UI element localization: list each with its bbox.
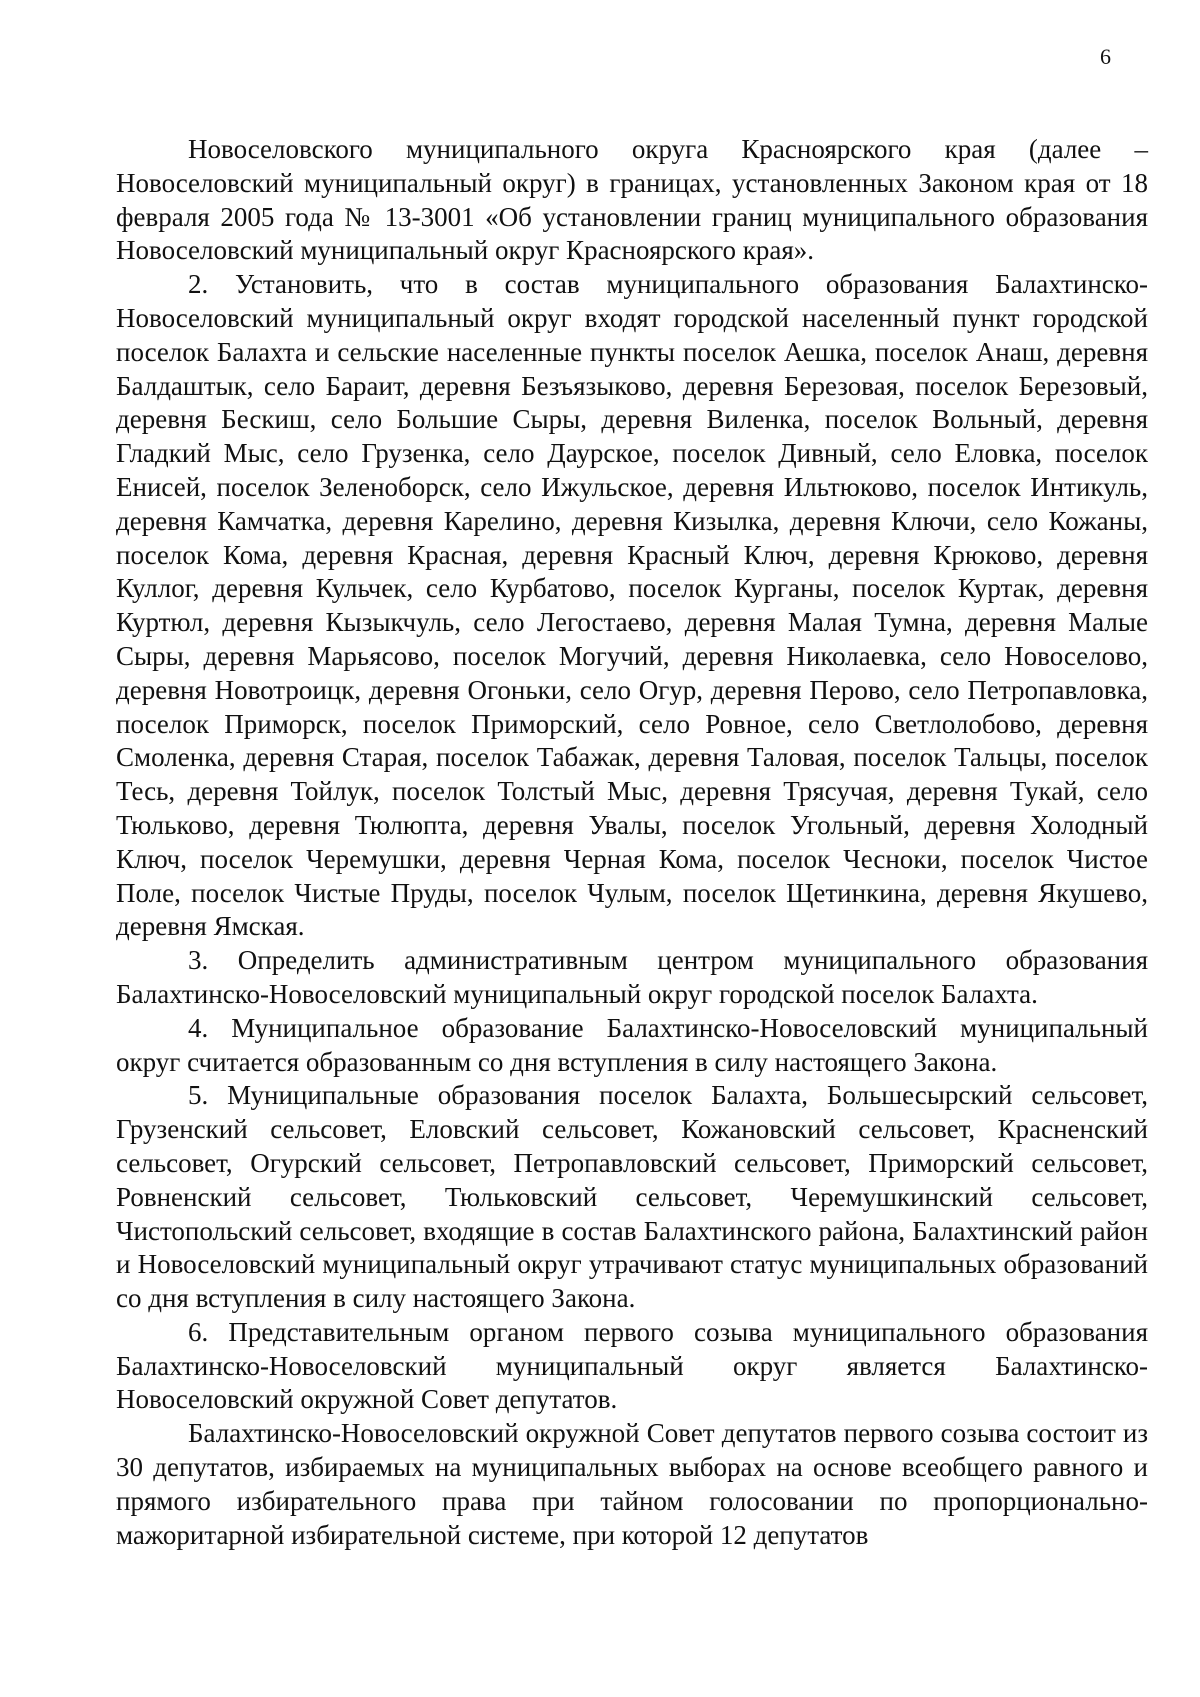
page-number: 6 <box>1100 44 1111 69</box>
paragraph-item-5-status-loss: 5. Муниципальные образования поселок Балахта, Большесырский сельсовет, Грузенский сельсовет, Еловский сельсовет, Кожановский сельсовет, Красненский сельсовет, Огурский сельсовет, Петропавловский сельсовет, Приморский сельсовет, Ровненский сельсовет, Тюльковский сельсовет, Черемушкинский сельсовет, Чистопольский сельсовет, входящие в состав Балахтинского района, Балахтинский район и Новоселовский муниципальный округ утрачивают статус муниципальных образований со дня вступления в силу настоящего Закона. <box>116 1080 1148 1314</box>
paragraph-item-2-settlements: 2. Установить, что в состав муниципального образования Балахтинско-Новоселовский муниципальный округ входят городской населенный пункт городской поселок Балахта и сельские населенные пункты поселок Аешка, поселок Анаш, деревня Балдаштык, село Бараит, деревня Безъязыково, деревня Березовая, поселок Березовый, деревня Бескиш, село Большие Сыры, деревня Виленка, поселок Вольный, деревня Гладкий Мыс, село Грузенка, село Даурское, поселок Дивный, село Еловка, поселок Енисей, поселок Зеленоборск, село Ижульское, деревня Ильтюково, поселок Интикуль, деревня Камчатка, деревня Карелино, деревня Кизылка, деревня Ключи, село Кожаны, поселок Кома, деревня Красная, деревня Красный Ключ, деревня Крюково, деревня Куллог, деревня Кульчек, село Курбатово, поселок Курганы, поселок Куртак, деревня Куртюл, деревня Кызыкчуль, село Легостаево, деревня Малая Тумна, деревня Малые Сыры, деревня Марьясово, поселок Могучий, деревня Николаевка, село Новоселово, деревня Новотроицк, деревня Огоньки, село Огур, деревня Перово, село Петропавловка, поселок Приморск, поселок Приморский, село Ровное, село Светлолобово, деревня Смоленка, деревня Старая, поселок Табажак, деревня Таловая, поселок Тальцы, поселок Тесь, деревня Тойлук, поселок Толстый Мыс, деревня Трясучая, деревня Тукай, село Тюльково, деревня Тюлюпта, деревня Увалы, поселок Угольный, деревня Холодный Ключ, поселок Черемушки, деревня Черная Кома, поселок Чесноки, поселок Чистое Поле, поселок Чистые Пруды, поселок Чулым, поселок Щетинкина, деревня Якушево, деревня Ямская. <box>116 269 1148 942</box>
document-body <box>116 133 1148 1552</box>
paragraph-council-composition: Балахтинско-Новоселовский окружной Совет депутатов первого созыва состоит из 30 депутатов, избираемых на муниципальных выборах на основе всеобщего равного и прямого избирательного права при тайном голосовании по пропорционально-мажоритарной избирательной системе, при которой 12 депутатов <box>116 1418 1148 1550</box>
paragraph-continued-boundaries: Новоселовского муниципального округа Красноярского края (далее – Новоселовский муниципальный округ) в границах, установленных Законом края от 18 февраля 2005 года № 13-3001 «Об установлении границ муниципального образования Новоселовский муниципальный округ Красноярского края». <box>116 134 1148 266</box>
paragraph-item-3-admin-center: 3. Определить административным центром муниципального образования Балахтинско-Новоселовский муниципальный округ городской поселок Балахта. <box>116 945 1148 1009</box>
paragraph-item-4-formation: 4. Муниципальное образование Балахтинско-Новоселовский муниципальный округ считается образованным со дня вступления в силу настоящего Закона. <box>116 1012 1148 1077</box>
paragraph-item-6-representative-body: 6. Представительным органом первого созыва муниципального образования Балахтинско-Новоселовский муниципальный округ является Балахтинско-Новоселовский окружной Совет депутатов. <box>116 1316 1148 1415</box>
